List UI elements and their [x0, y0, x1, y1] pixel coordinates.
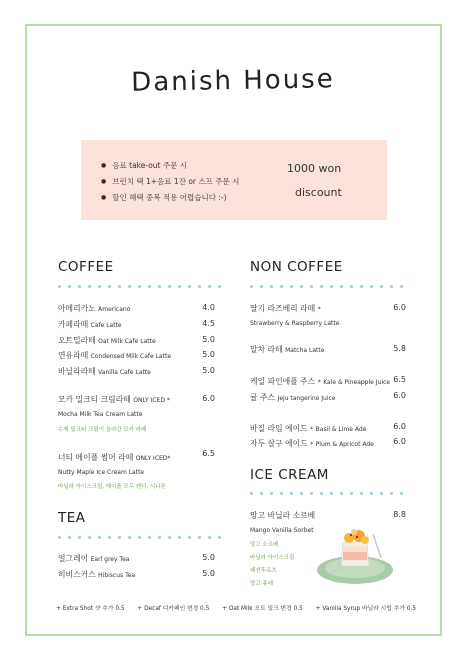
- divider-dot: [188, 285, 191, 288]
- item-price: 4.5: [202, 319, 215, 328]
- item-description: 수제 밀크티 크림이 올라간 모카 라떼: [58, 427, 147, 433]
- divider-dot: [208, 285, 211, 288]
- divider-dot: [138, 285, 141, 288]
- divider-dot: [208, 536, 211, 539]
- item-price: 6.0: [202, 394, 215, 403]
- divider-dot: [360, 492, 363, 495]
- divider-dot: [300, 285, 303, 288]
- item-price: 5.8: [393, 344, 406, 353]
- dotted-divider: [58, 536, 228, 539]
- menu-item: 카페라떼 Cafe Latte: [58, 320, 122, 329]
- divider-dot: [68, 536, 71, 539]
- divider-dot: [330, 285, 333, 288]
- item-price: 4.0: [202, 303, 215, 312]
- divider-dot: [280, 285, 283, 288]
- divider-dot: [400, 285, 403, 288]
- divider-dot: [260, 492, 263, 495]
- menu-item: 귤 주스 Jeju tangerine Juice: [250, 393, 336, 402]
- promo-box: [81, 140, 387, 220]
- divider-dot: [370, 492, 373, 495]
- divider-dot: [320, 285, 323, 288]
- divider-dot: [290, 492, 293, 495]
- divider-dot: [108, 285, 111, 288]
- divider-dot: [300, 492, 303, 495]
- item-price: 8.8: [393, 510, 406, 519]
- divider-dot: [250, 492, 253, 495]
- divider-dot: [270, 492, 273, 495]
- divider-dot: [370, 285, 373, 288]
- divider-dot: [178, 536, 181, 539]
- divider-dot: [250, 285, 253, 288]
- divider-dot: [198, 285, 201, 288]
- section-heading-tea: TEA: [58, 510, 86, 526]
- menu-item: 오트밀라떼 Oat Milk Cafe Latte: [58, 336, 156, 345]
- promo-label: discount: [295, 186, 342, 199]
- divider-dot: [218, 285, 221, 288]
- menu-title: Danish House: [131, 64, 335, 98]
- divider-dot: [168, 285, 171, 288]
- item-price: 6.0: [393, 422, 406, 431]
- dotted-divider: [58, 285, 228, 288]
- dotted-divider: [250, 285, 410, 288]
- item-price: 5.0: [202, 366, 215, 375]
- item-english-name: Mocha Milk Tea Cream Latte: [58, 411, 143, 418]
- divider-dot: [188, 536, 191, 539]
- addon-options: [56, 603, 427, 612]
- divider-dot: [158, 536, 161, 539]
- divider-dot: [198, 536, 201, 539]
- divider-dot: [68, 285, 71, 288]
- addon-option: + Vanilla Syrup 바닐라 시럽 추가 0.5: [315, 606, 416, 612]
- section-heading-ice-cream: ICE CREAM: [250, 467, 329, 483]
- menu-item: 바질 라임 에이드 * Basil & Lime Ade: [250, 424, 367, 433]
- divider-dot: [158, 285, 161, 288]
- divider-dot: [78, 536, 81, 539]
- item-component: 망고 퓨레: [250, 581, 274, 587]
- menu-item: 아메리카노 Americano: [58, 304, 131, 313]
- divider-dot: [58, 536, 61, 539]
- menu-item: 케일 파인애플 주스 * Kale & Pineapple Juice: [250, 377, 390, 386]
- section-heading-coffee: COFFEE: [58, 259, 114, 275]
- divider-dot: [98, 285, 101, 288]
- item-price: 5.0: [202, 335, 215, 344]
- addon-option: + Decaf 디카페인 변경 0.5: [137, 606, 210, 612]
- divider-dot: [148, 536, 151, 539]
- divider-dot: [270, 285, 273, 288]
- divider-dot: [88, 536, 91, 539]
- promo-amount: 1000 won: [287, 162, 342, 175]
- item-price: 6.0: [393, 303, 406, 312]
- menu-item: 딸기 라즈베리 라떼 *: [250, 304, 321, 313]
- divider-dot: [340, 285, 343, 288]
- divider-dot: [310, 492, 313, 495]
- divider-dot: [320, 492, 323, 495]
- divider-dot: [350, 285, 353, 288]
- item-price: 6.0: [393, 437, 406, 446]
- item-component: 망고 소르베: [250, 542, 279, 548]
- item-english-name: Nutty Maple Ice Cream Latte: [58, 469, 145, 476]
- menu-item: 바닐라라떼 Vanilla Cafe Latte: [58, 367, 151, 376]
- promo-condition: ● 할인 혜택 중복 적용 어렵습니다 :-): [101, 190, 239, 206]
- item-price: 6.5: [202, 449, 215, 458]
- promo-conditions: [101, 158, 239, 206]
- divider-dot: [178, 285, 181, 288]
- divider-dot: [290, 285, 293, 288]
- divider-dot: [390, 492, 393, 495]
- item-english-name: Strawberry & Raspberry Latte: [250, 320, 340, 327]
- dotted-divider: [250, 492, 410, 495]
- menu-item: 연유라떼 Condensed Milk Cafe Latte: [58, 351, 172, 360]
- divider-dot: [88, 285, 91, 288]
- item-price: 6.0: [393, 391, 406, 400]
- section-heading-non-coffee: NON COFFEE: [250, 259, 343, 275]
- divider-dot: [330, 492, 333, 495]
- item-price: 6.5: [393, 375, 406, 384]
- item-price: 5.0: [202, 569, 215, 578]
- promo-condition: ● 브런치 택 1+음료 1잔 or 스프 주문 시: [101, 174, 239, 190]
- divider-dot: [148, 285, 151, 288]
- divider-dot: [310, 285, 313, 288]
- divider-dot: [360, 285, 363, 288]
- menu-item: 말차 라떼 Matcha Latte: [250, 345, 325, 354]
- menu-item: 너티 메이플 썸머 라떼 ONLY ICED*: [58, 453, 171, 462]
- addon-option: + Extra Shot 샷 추가 0.5: [56, 606, 125, 612]
- divider-dot: [118, 285, 121, 288]
- item-price: 5.0: [202, 553, 215, 562]
- divider-dot: [260, 285, 263, 288]
- divider-dot: [350, 492, 353, 495]
- addon-option: + Oat Milk 오트 밀크 변경 0.5: [222, 606, 303, 612]
- promo-condition: ● 음료 take-out 주문 시: [101, 158, 239, 174]
- divider-dot: [58, 285, 61, 288]
- divider-dot: [138, 536, 141, 539]
- divider-dot: [118, 536, 121, 539]
- item-description: 바닐라 아이스크림, 메이플 모두 캔디, 시나몬: [58, 484, 166, 490]
- divider-dot: [390, 285, 393, 288]
- divider-dot: [168, 536, 171, 539]
- divider-dot: [128, 536, 131, 539]
- divider-dot: [280, 492, 283, 495]
- divider-dot: [340, 492, 343, 495]
- menu-item: 얼그레이 Earl grey Tea: [58, 554, 130, 563]
- divider-dot: [380, 285, 383, 288]
- divider-dot: [400, 492, 403, 495]
- menu-item: 히비스커스 Hibiscus Tea: [58, 570, 136, 579]
- menu-item: 모카 밀크티 크림라떼 ONLY ICED *: [58, 395, 170, 404]
- item-price: 5.0: [202, 350, 215, 359]
- divider-dot: [98, 536, 101, 539]
- divider-dot: [380, 492, 383, 495]
- item-english-name: Mango Vanilla Sorbet: [250, 527, 314, 534]
- menu-item: 망고 바닐라 소르베: [250, 511, 316, 520]
- divider-dot: [78, 285, 81, 288]
- divider-dot: [218, 536, 221, 539]
- sorbet-dessert-image: [315, 522, 399, 588]
- divider-dot: [108, 536, 111, 539]
- item-component: 바닐라 아이스크림: [250, 555, 295, 561]
- divider-dot: [128, 285, 131, 288]
- item-component: 패션후르츠: [250, 568, 277, 574]
- menu-item: 자두 살구 에이드 * Plum & Apricot Ade: [250, 439, 374, 448]
